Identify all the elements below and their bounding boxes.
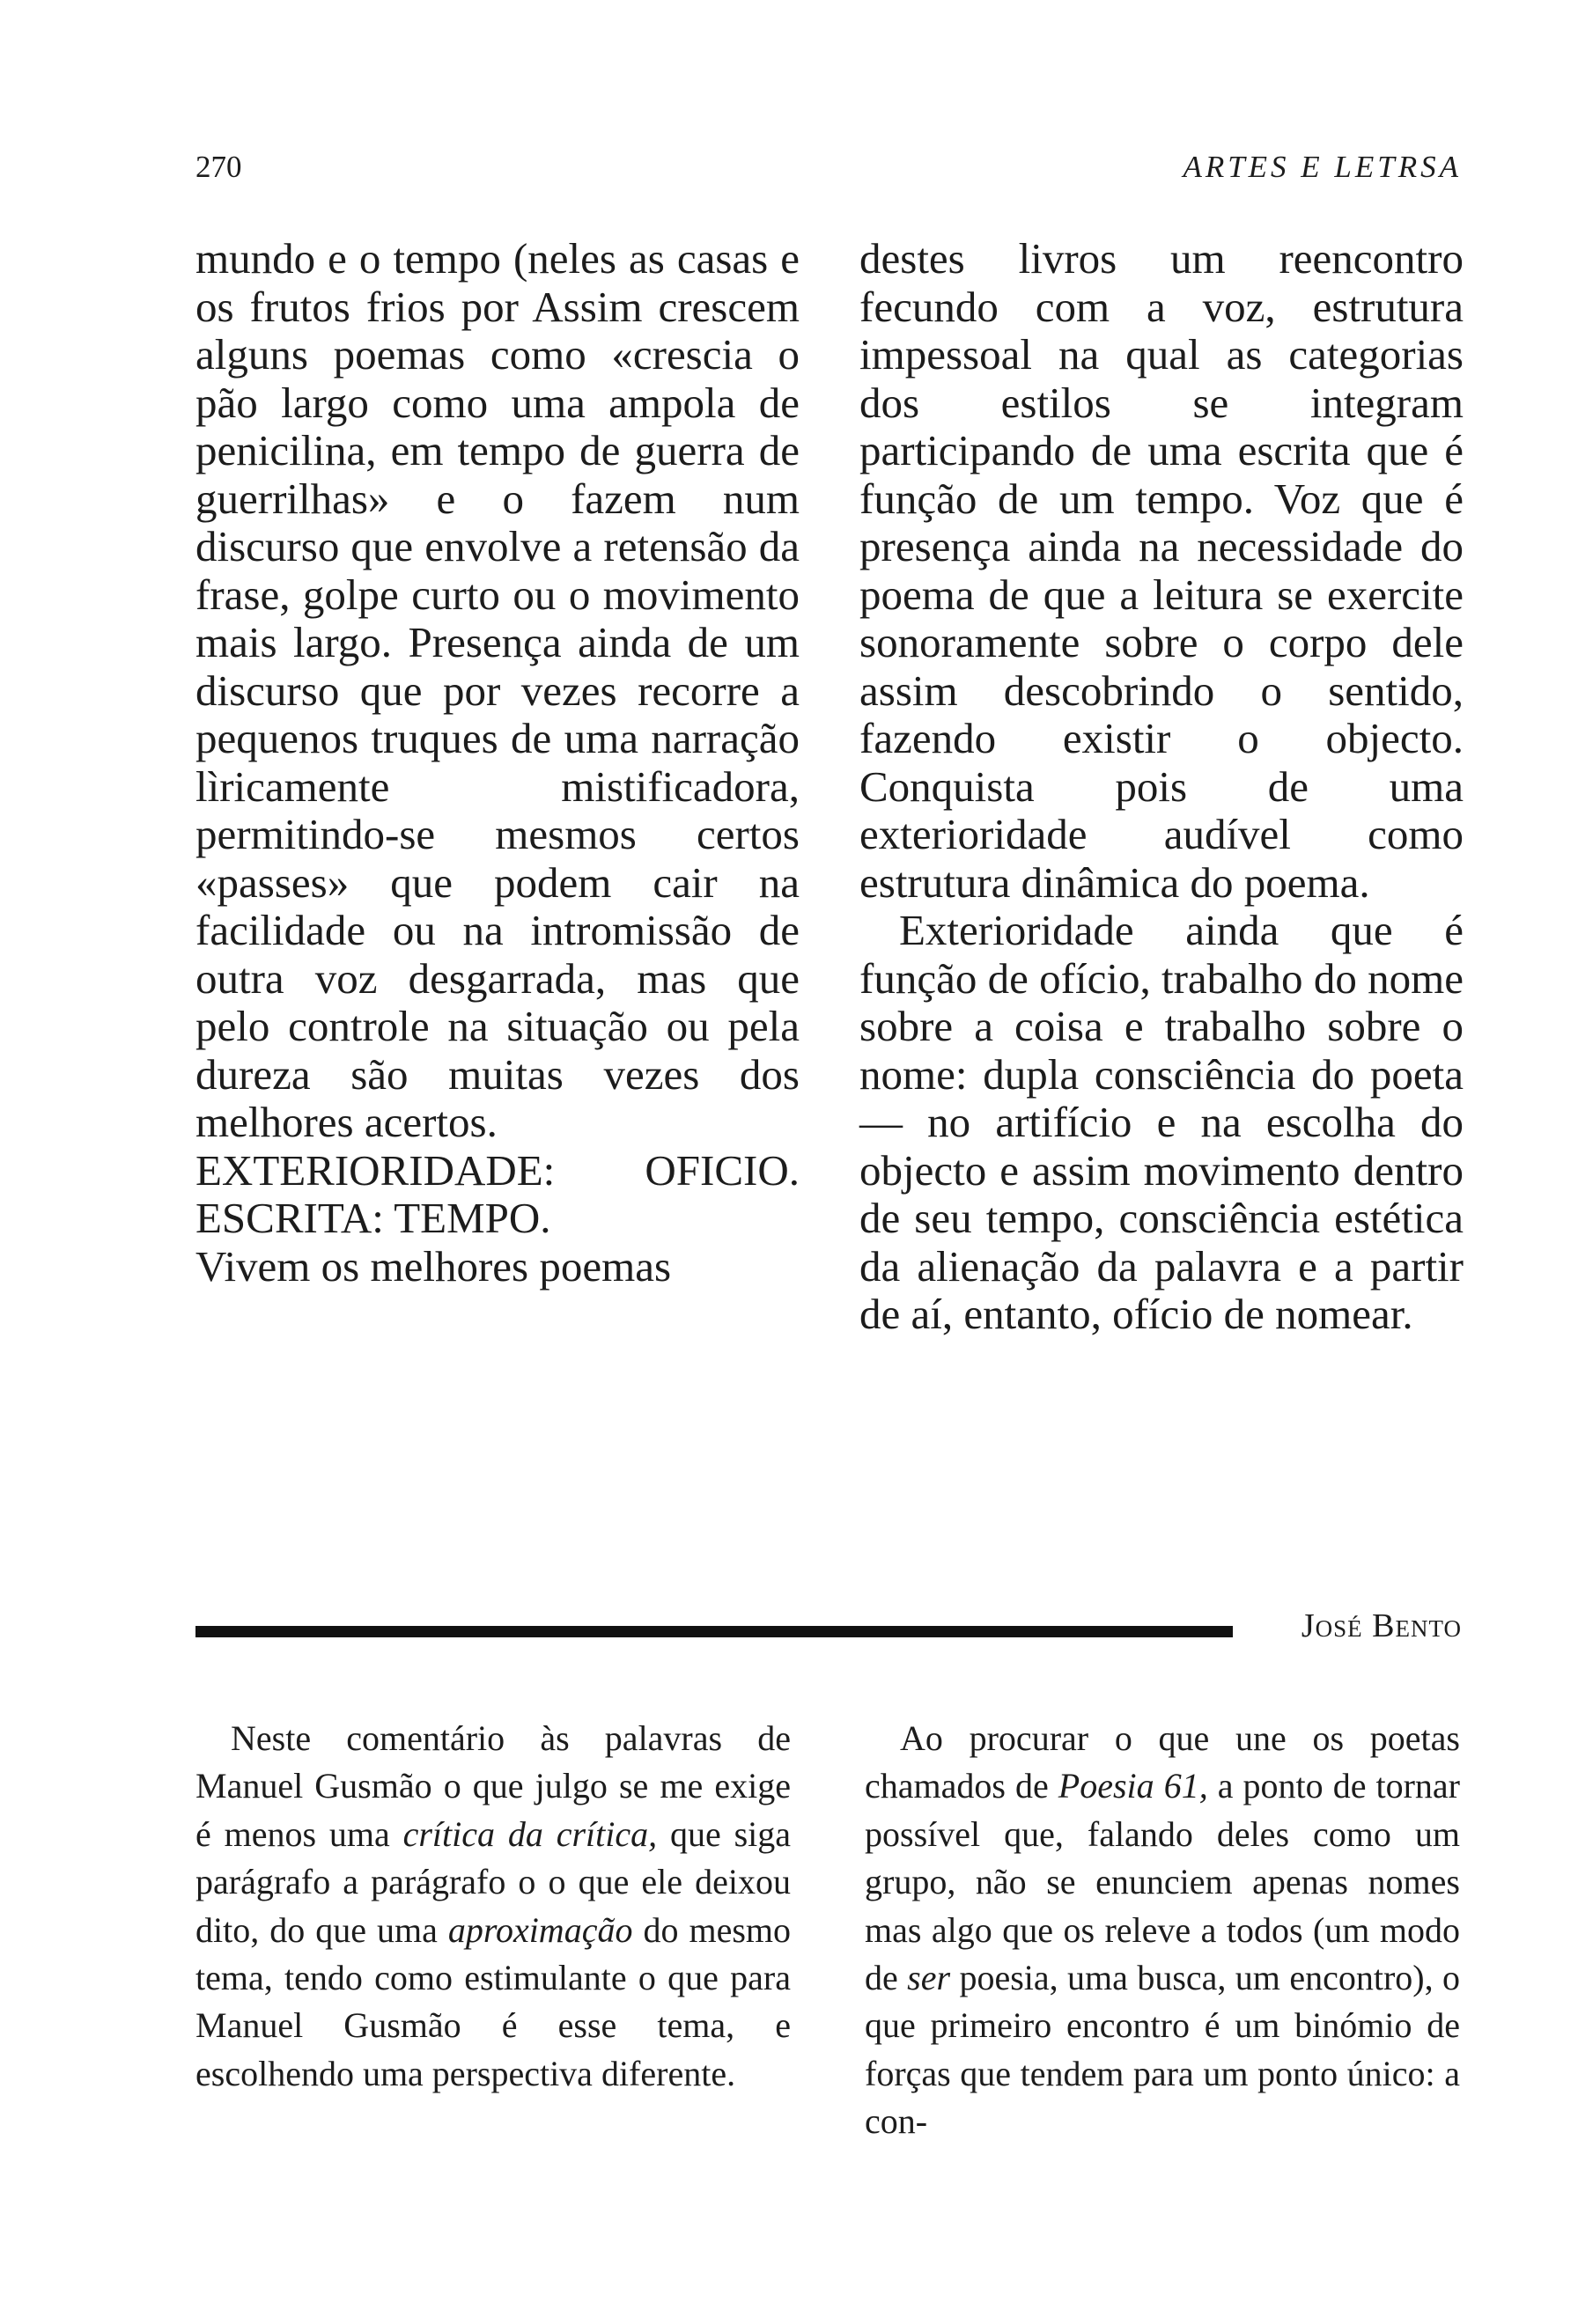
paragraph: Exterioridade ainda que é função de ofício, trabalho do nome sobre a coisa e trabalho sobre o nome: dupla consciência do poeta — no artifício e na escolha do objecto e assim movimento dentro de seu tempo, consciência estética da alienação da palavra e a partir de aí, entanto, ofício de nomear. xyxy=(859,906,1464,1338)
text-run: Ao procurar o que une os poetas chamados de xyxy=(865,1718,1460,1806)
upper-left-column xyxy=(195,235,800,1291)
author-signature: José Bento xyxy=(1301,1607,1462,1644)
page-number: 270 xyxy=(195,150,242,184)
author-divider xyxy=(195,1607,1462,1655)
paragraph: mundo e o tempo (neles as casas e os frutos frios por Assim crescem alguns poemas como «crescia o pão largo como uma ampola de penicilina, em tempo de guerra de guerrilhas» e o fazem num discurso que envolve a retensão da frase, golpe curto ou o movimento mais largo. Presença ainda de um discurso que por vezes recorre a pequenos truques de uma narração lìricamente mistificadora, permitindo-se mesmos certos «passes» que podem cair na facilidade ou na intromissão de outra voz desgarrada, mas que pelo controle na situação ou pela dureza são muitas vezes dos melhores acertos. xyxy=(195,234,800,1146)
italic-run: aproximação xyxy=(447,1909,633,1950)
paragraph: destes livros um reencontro fecundo com a voz, estrutura impessoal na qual as categorias dos estilos se integram participando de uma escrita que é função de um tempo. Voz que é presença ainda na necessidade do poema de que a leitura se exercite sonoramente sobre o corpo dele assim descobrindo o sentido, fazendo existir o objecto. Conquista pois de uma exterioridade audível como estrutura dinâmica do poema. xyxy=(859,234,1464,907)
text-run: que siga parágrafo a parágrafo o o que ele deixou dito, do que uma xyxy=(195,1813,792,1950)
lower-left-column xyxy=(195,1715,791,2098)
text-run: Neste comentário às palavras de Manuel Gusmão o que julgo se me exige é menos uma xyxy=(195,1718,791,1854)
italic-run: crítica da crítica, xyxy=(402,1813,658,1854)
paragraph xyxy=(865,1715,1460,2146)
divider-rule xyxy=(195,1626,1233,1637)
paragraph xyxy=(195,1715,791,2098)
upper-right-column xyxy=(859,235,1464,1339)
text-run: poesia, uma busca, um encontro), o que primeiro encontro é um binómio de forças que tendem para um ponto único: a con- xyxy=(865,1958,1460,2142)
section-heading: EXTERIORIDADE: OFICIO. ESCRITA: TEMPO. xyxy=(195,1145,800,1242)
journal-title: ARTES E LETRSA xyxy=(1183,150,1462,184)
lower-right-column xyxy=(865,1715,1460,2146)
italic-run: Poesia 61, xyxy=(1058,1766,1208,1806)
text-run: do mesmo tema, tendo como estimulante o que para Manuel Gusmão é esse tema, e escolhendo uma perspectiva diferente. xyxy=(195,1909,791,2093)
paragraph: Vivem os melhores poemas xyxy=(195,1241,672,1291)
text-run: a ponto de tornar possível que, falando deles como um grupo, não se enunciem apenas nomes mas algo que os releve a todos (um modo de xyxy=(865,1766,1460,1998)
running-head xyxy=(195,150,1462,202)
italic-run: ser xyxy=(907,1958,951,1998)
